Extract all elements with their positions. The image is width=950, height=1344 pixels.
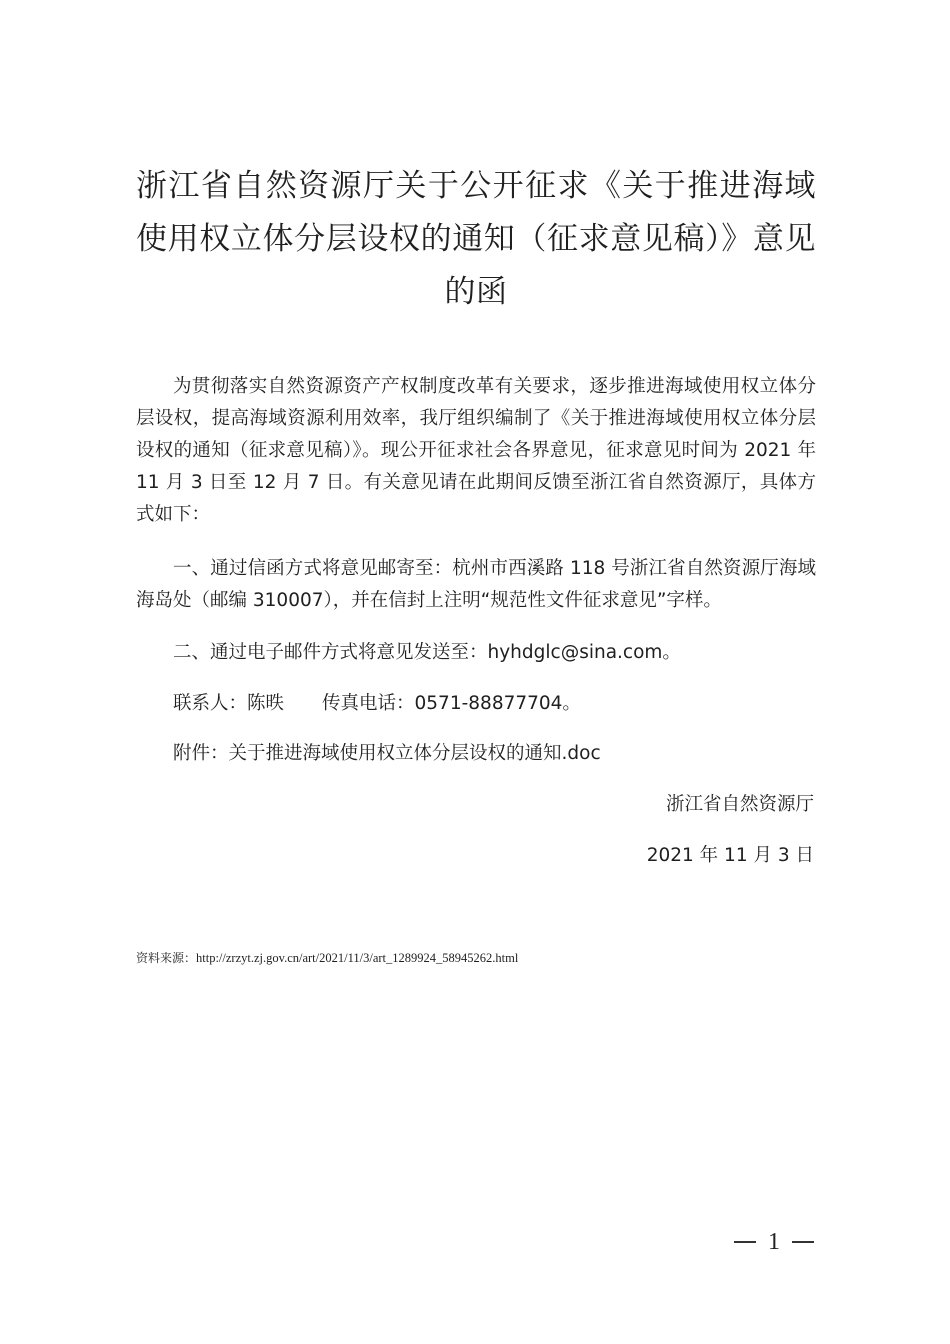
source-url: http://zrzyt.zj.gov.cn/art/2021/11/3/art_1289924_58945262.html <box>196 951 519 965</box>
contact-person: 联系人：陈昳 <box>173 693 285 714</box>
fax-number: 传真电话：0571-88877704。 <box>322 693 581 714</box>
issue-date: 2021 年 11 月 3 日 <box>646 845 814 866</box>
email-method-paragraph: 二、通过电子邮件方式将意见发送至：hyhdglc@sina.com。 <box>173 642 681 663</box>
signer: 浙江省自然资源厅 <box>665 794 814 815</box>
page-number: 1 <box>768 1229 780 1255</box>
document-title: 浙江省自然资源厅关于公开征求《关于推进海域使用权立体分层设权的通知（征求意见稿）》意见的函 <box>136 168 816 310</box>
contact-paragraph <box>136 688 816 720</box>
source-label: 资料来源： <box>136 951 197 965</box>
right-dash <box>792 1241 814 1243</box>
left-dash <box>734 1241 756 1243</box>
source-line <box>136 948 518 968</box>
mail-method-paragraph: 一、通过信函方式将意见邮寄至：杭州市西溪路 118 号浙江省自然资源厅海域海岛处（邮编 310007），并在信封上注明“规范性文件征求意见”字样。 <box>136 558 816 611</box>
intro-paragraph: 为贯彻落实自然资源资产产权制度改革有关要求，逐步推进海域使用权立体分层设权，提高海域资源利用效率，我厅组织编制了《关于推进海域使用权立体分层设权的通知（征求意见稿）》。现公开征求社会各界意见，征求意见时间为 2021 年 11 月 3 日至 12 月 7 日。有关意见请在此期间反馈至浙江省自然资源厅，具体方式如下： <box>136 376 816 525</box>
attachment-paragraph: 附件：关于推进海域使用权立体分层设权的通知.doc <box>173 743 601 764</box>
page-number-footer <box>734 1226 814 1258</box>
